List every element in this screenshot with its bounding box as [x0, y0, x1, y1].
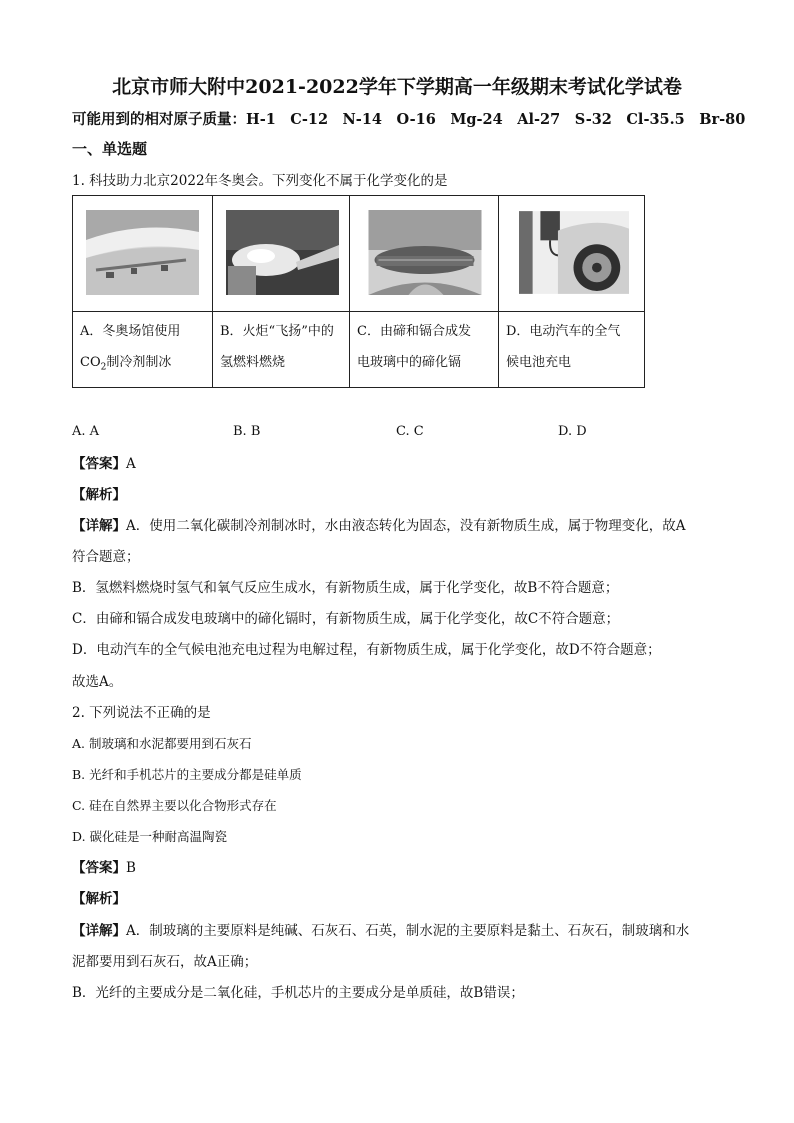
- torch-photo: [226, 210, 339, 295]
- answer-tag: 【答案】: [72, 456, 126, 472]
- q1-detail-line: D．电动汽车的全气候电池充电过程为电解过程，有新物质生成，属于化学变化，故D不符合题意；: [72, 642, 661, 658]
- q1-detail-line: 【详解】A．使用二氧化碳制冷剂制冰时，水由液态转化为固态，没有新物质生成，属于物理变化，故A: [72, 518, 686, 534]
- option-cell-a: [73, 312, 213, 388]
- q1-option-a: A. A: [72, 424, 100, 439]
- option-cell-b-line1: B．火炬“飞扬”中的: [220, 324, 334, 339]
- q1-analysis-tag: 【解析】: [72, 487, 126, 503]
- building-photo: [363, 210, 487, 295]
- q2-option-b: B. 光纤和手机芯片的主要成分都是硅单质: [72, 767, 302, 782]
- question-1-stem: 1. 科技助力北京2022年冬奥会。下列变化不属于化学变化的是: [72, 173, 448, 189]
- q1-option-b: B. B: [233, 424, 261, 439]
- answer-value: A: [126, 456, 136, 472]
- stadium-photo: [86, 210, 199, 295]
- image-cell-d: [499, 196, 645, 312]
- atomic-masses-line: 可能用到的相对原子质量：H-1 C-12 N-14 O-16 Mg-24 Al-27 S-32 Cl-35.5 Br-80: [72, 111, 746, 128]
- q1-option-c: C. C: [396, 424, 424, 439]
- q2-option-a: A. 制玻璃和水泥都要用到石灰石: [72, 736, 252, 751]
- option-cell-d-line1: D．电动汽车的全气: [506, 324, 621, 339]
- image-cell-b: [213, 196, 350, 312]
- q1-option-d: D. D: [558, 424, 587, 439]
- detail-tag: 【详解】: [72, 518, 126, 534]
- q1-detail-line: C．由碲和镉合成发电玻璃中的碲化镉时，有新物质生成，属于化学变化，故C不符合题意；: [72, 611, 620, 627]
- option-cell-d-line2: 候电池充电: [506, 355, 572, 370]
- image-cell-c: [350, 196, 499, 312]
- option-cell-c-line1: C．由碲和镉合成发: [357, 324, 471, 339]
- answer-value: B: [126, 860, 136, 876]
- answer-tag: 【答案】: [72, 860, 126, 876]
- q2-detail-line: 泥都要用到石灰石，故A正确；: [72, 954, 258, 970]
- q2-answer: [72, 859, 136, 877]
- q2-detail-line: 【详解】A．制玻璃的主要原料是纯碱、石灰石、石英，制水泥的主要原料是黏土、石灰石，制玻璃和水: [72, 923, 690, 939]
- q1-detail-line: 符合题意；: [72, 549, 140, 565]
- ev-charging-photo: [519, 210, 629, 295]
- option-cell-c: [350, 312, 499, 388]
- option-cell-d: [499, 312, 645, 388]
- option-cell-a-line2: $CO_2$制冷剂制冰: [80, 355, 172, 373]
- q2-detail-line: B．光纤的主要成分是二氧化硅，手机芯片的主要成分是单质硅，故B错误；: [72, 985, 524, 1001]
- option-cell-b-line2: 氢燃料燃烧: [220, 355, 286, 370]
- q1-answer: [72, 455, 136, 473]
- q1-detail-line: B．氢燃料燃烧时氢气和氧气反应生成水，有新物质生成，属于化学变化，故B不符合题意；: [72, 580, 619, 596]
- option-cell-b: [213, 312, 350, 388]
- question-2-stem: 2. 下列说法不正确的是: [72, 705, 211, 721]
- q1-detail-line: 故选A。: [72, 674, 123, 690]
- image-cell-a: [73, 196, 213, 312]
- q2-option-d: D. 碳化硅是一种耐高温陶瓷: [72, 829, 228, 844]
- question-1-table: [72, 195, 645, 388]
- q2-option-c: C. 硅在自然界主要以化合物形式存在: [72, 798, 277, 813]
- option-cell-c-line2: 电玻璃中的碲化镉: [357, 355, 462, 370]
- q2-analysis-tag: 【解析】: [72, 891, 126, 907]
- page-title: 北京市师大附中2021-2022学年下学期高一年级期末考试化学试卷: [112, 76, 682, 98]
- option-cell-a-line1: A．冬奥场馆使用: [80, 324, 181, 339]
- section-heading: 一、单选题: [72, 140, 148, 158]
- detail-tag: 【详解】: [72, 923, 126, 939]
